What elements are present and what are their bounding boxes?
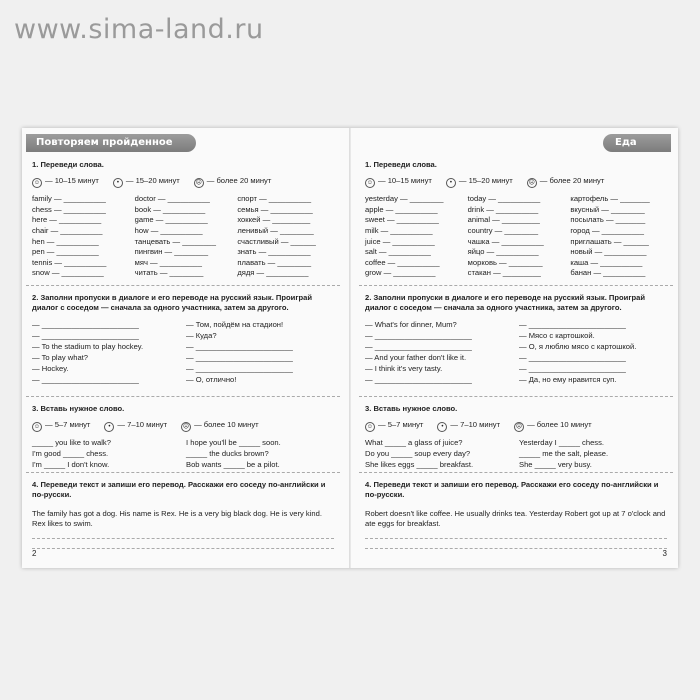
divider	[359, 285, 673, 286]
exercise-line: — О, отлично!	[186, 375, 237, 385]
right-dialog	[365, 320, 667, 387]
divider	[359, 472, 673, 473]
workbook-spread	[22, 128, 678, 568]
exercise-line: What _____ a glass of juice?	[365, 438, 463, 448]
exercise-line: знать — __________	[237, 247, 311, 257]
exercise-line: apple — __________	[365, 204, 438, 214]
exercise-line: family — __________	[32, 194, 106, 204]
right-task-1-times: ☺ — 10–15 минут • — 15–20 минут ☹ — более 20 минут	[366, 176, 605, 187]
exercise-line: морковь — ________	[467, 257, 543, 267]
exercise-line: — Да, но ему нравится суп.	[519, 375, 617, 385]
exercise-line: — Hockey.	[32, 364, 69, 374]
left-task-2-title: 2. Заполни пропуски в диалоге и его переводе на русский язык. Проиграй диалог с соседом — сначала за одного участника, затем за другого.	[32, 293, 313, 313]
exercise-line: посылать — _______	[570, 215, 646, 225]
exercise-line: chess — __________	[32, 204, 106, 214]
exercise-line: ленивый — ________	[237, 226, 314, 236]
left-dialog	[32, 320, 334, 387]
left-page-header: Повторяем пройденное	[26, 134, 196, 152]
exercise-line: новый — __________	[570, 247, 647, 257]
exercise-line: pen — __________	[32, 247, 99, 257]
exercise-line: — Куда?	[186, 330, 217, 340]
right-task-1-title: 1. Переведи слова.	[365, 160, 437, 169]
exercise-line: yesterday — ________	[365, 194, 444, 204]
exercise-line: — _______________________	[186, 353, 293, 363]
right-task-3-title: 3. Вставь нужное слово.	[365, 404, 458, 413]
exercise-line: город — __________	[570, 226, 644, 236]
exercise-line: — _______________________	[365, 330, 472, 340]
frown-icon: ☹	[528, 180, 535, 187]
exercise-line: мяч — __________	[134, 257, 202, 267]
exercise-line: here — __________	[32, 215, 102, 225]
exercise-line: — _______________________	[519, 353, 626, 363]
exercise-line: country — ________	[467, 226, 539, 236]
frown-icon: ☹	[182, 424, 190, 431]
left-task-1-times: ☺ — 10–15 минут • — 15–20 минут ☹ — более 20 минут	[33, 176, 272, 187]
exercise-line: She _____ very busy.	[519, 460, 592, 470]
exercise-line: — _______________________	[32, 330, 139, 340]
exercise-line: how — __________	[134, 226, 203, 236]
exercise-line: _____ you like to walk?	[32, 438, 111, 448]
exercise-line: — What's for dinner, Mum?	[365, 319, 457, 329]
exercise-line: — Мясо с картошкой.	[519, 330, 595, 340]
exercise-line: чашка — __________	[467, 236, 544, 246]
exercise-line: — _______________________	[186, 364, 293, 374]
exercise-line: I hope you'll be _____ soon.	[186, 438, 281, 448]
exercise-line: hen — __________	[32, 236, 99, 246]
right-task-2-title: 2. Заполни пропуски в диалоге и его переводе на русский язык. Проиграй диалог с соседом — сначала за одного участника, затем за другого.	[365, 293, 646, 313]
exercise-line: картофель — _______	[570, 194, 650, 204]
right-page	[355, 128, 677, 568]
exercise-line: стакан — _________	[467, 268, 541, 278]
exercise-line: juice — __________	[365, 236, 435, 246]
site-watermark: www.sima-land.ru	[14, 14, 264, 45]
exercise-line: яйцо — __________	[467, 247, 539, 257]
exercise-line: Yesterday I _____ chess.	[519, 438, 604, 448]
exercise-line: танцевать — ________	[134, 236, 216, 246]
divider	[26, 285, 340, 286]
exercise-line: — _______________________	[186, 341, 293, 351]
page-number: 3	[662, 549, 667, 559]
right-task-4-title: 4. Переведи текст и запиши его перевод. Расскажи его соседу по-английски и по-русски.	[365, 480, 659, 500]
neutral-face-icon: •	[446, 178, 456, 188]
exercise-line: doctor — __________	[134, 194, 210, 204]
left-task-1	[32, 160, 334, 279]
exercise-line: snow — __________	[32, 268, 104, 278]
left-task-4	[32, 480, 334, 549]
exercise-line: drink — __________	[467, 204, 539, 214]
exercise-line: — _______________________	[519, 319, 626, 329]
answer-lines	[32, 529, 334, 549]
frown-icon: ☹	[515, 424, 523, 431]
exercise-line: — _______________________	[32, 375, 139, 385]
exercise-line: today — __________	[467, 194, 541, 204]
exercise-line: хоккей — _________	[237, 215, 311, 225]
divider	[359, 396, 673, 397]
exercise-line: — To play what?	[32, 353, 88, 363]
exercise-line: — _______________________	[32, 319, 139, 329]
exercise-line: — Том, пойдём на стадион!	[186, 319, 284, 329]
exercise-line: game — __________	[134, 215, 208, 225]
exercise-line: coffee — __________	[365, 257, 440, 267]
exercise-line: дядя — __________	[237, 268, 309, 278]
exercise-line: — _______________________	[365, 341, 472, 351]
neutral-face-icon: •	[437, 422, 447, 432]
exercise-line: Bob wants _____ be a pilot.	[186, 460, 280, 470]
left-task-3-title: 3. Вставь нужное слово.	[32, 404, 125, 413]
divider	[26, 396, 340, 397]
exercise-line: I'm good _____ chess.	[32, 449, 109, 459]
smile-icon: ☺	[366, 180, 374, 187]
exercise-line: milk — __________	[365, 226, 433, 236]
exercise-line: _____ the ducks brown?	[186, 449, 269, 459]
exercise-line: читать — ________	[134, 268, 204, 278]
exercise-line: animal — _________	[467, 215, 540, 225]
exercise-line: — О, я люблю мясо с картошкой.	[519, 341, 637, 351]
exercise-line: вкусный — ________	[570, 204, 645, 214]
exercise-line: пингвин — ________	[134, 247, 209, 257]
exercise-line: счастливый — ______	[237, 236, 316, 246]
left-task-1-words	[32, 194, 334, 279]
exercise-line: — I think it's very tasty.	[365, 364, 443, 374]
exercise-line: sweet — __________	[365, 215, 439, 225]
exercise-line: — And your father don't like it.	[365, 353, 467, 363]
right-task-4-text: Robert doesn't like coffee. He usually drinks tea. Yesterday Robert got up at 7 o'clock and ate eggs for breakfast.	[365, 508, 666, 528]
right-fill-in	[365, 438, 667, 471]
divider	[26, 472, 340, 473]
page-number: 2	[32, 549, 37, 559]
book-gutter	[349, 128, 351, 568]
right-task-4	[365, 480, 667, 549]
left-task-2	[32, 293, 334, 387]
exercise-line: спорт — __________	[237, 194, 312, 204]
left-task-4-title: 4. Переведи текст и запиши его перевод. Расскажи его соседу по-английски и по-русски.	[32, 480, 326, 500]
exercise-line: book — __________	[134, 204, 206, 214]
frown-icon: ☹	[195, 180, 202, 187]
right-task-3	[365, 404, 667, 471]
exercise-line: salt — __________	[365, 247, 431, 257]
right-task-1-words	[365, 194, 667, 279]
right-task-3-times: ☺ — 5–7 минут • — 7–10 минут ☹ — более 10 минут	[366, 420, 592, 431]
smile-icon: ☺	[366, 424, 374, 431]
left-task-4-text: The family has got a dog. His name is Rex. He is a very big black dog. He is very kind. Rex likes to swim.	[32, 508, 322, 528]
right-task-2	[365, 293, 667, 387]
exercise-line: приглашать — ______	[570, 236, 649, 246]
neutral-face-icon: •	[113, 178, 123, 188]
exercise-line: Do you _____ soup every day?	[365, 449, 471, 459]
exercise-line: tennis — __________	[32, 257, 107, 267]
left-task-1-title: 1. Переведи слова.	[32, 160, 104, 169]
left-fill-in	[32, 438, 334, 471]
left-task-3	[32, 404, 334, 471]
exercise-line: grow — __________	[365, 268, 436, 278]
answer-lines	[365, 529, 667, 549]
exercise-line: семья — __________	[237, 204, 313, 214]
exercise-line: каша — __________	[570, 257, 643, 267]
smile-icon: ☺	[33, 424, 41, 431]
left-page	[22, 128, 344, 568]
exercise-line: — _______________________	[519, 364, 626, 374]
exercise-line: _____ me the salt, please.	[519, 449, 609, 459]
exercise-line: — _______________________	[365, 375, 472, 385]
neutral-face-icon: •	[104, 422, 114, 432]
exercise-line: банан — __________	[570, 268, 646, 278]
exercise-line: She likes eggs _____ breakfast.	[365, 460, 474, 470]
left-task-3-times: ☺ — 5–7 минут • — 7–10 минут ☹ — более 10 минут	[33, 420, 259, 431]
exercise-line: — To the stadium to play hockey.	[32, 341, 144, 351]
smile-icon: ☺	[33, 180, 41, 187]
exercise-line: I'm _____ I don't know.	[32, 460, 110, 470]
right-task-1	[365, 160, 667, 279]
right-page-header: Еда	[603, 134, 671, 152]
exercise-line: плавать — ________	[237, 257, 312, 267]
exercise-line: chair — __________	[32, 226, 103, 236]
